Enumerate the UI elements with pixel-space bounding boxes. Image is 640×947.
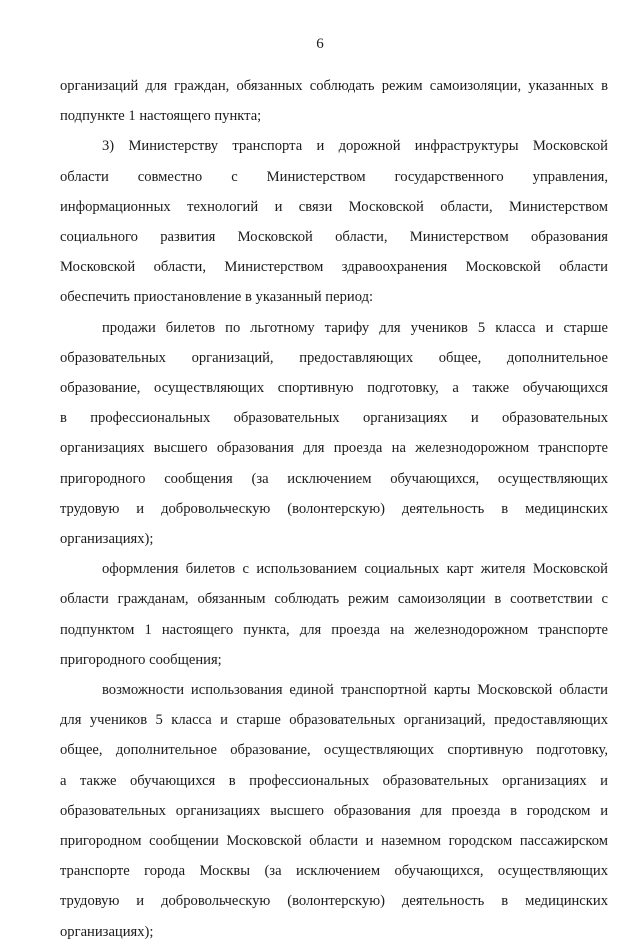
text-line: информационных технологий и связи Московской области, Министерством [60,198,608,215]
text-line: организациях высшего образования для проезда на железнодорожном транспорте [60,440,608,457]
text-line: пригородном сообщении Московской области и наземном городском пассажирском [60,833,608,850]
text-line: образовательных организациях высшего образования для проезда в городском и [60,802,608,819]
paragraph [60,131,608,312]
text-line: области совместно с Министерством государственного управления, [60,168,608,185]
text-line: 3) Министерству транспорта и дорожной инфраструктуры Московской [102,138,608,155]
page-number: 6 [316,36,324,52]
text-line: пригородного сообщения (за исключением обучающихся, осуществляющих [60,470,608,487]
paragraph [60,675,608,947]
text-line: трудовую и добровольческую (волонтерскую) деятельность в медицинских [60,893,608,910]
text-line: организациях); [60,923,154,940]
text-line: Московской области, Министерством здравоохранения Московской области [60,259,608,276]
text-line: организаций для граждан, обязанных соблюдать режим самоизоляции, указанных в [60,78,608,94]
text-line: общее, дополнительное образование, осуществляющих спортивную подготовку, [60,742,608,759]
text-line: организациях); [60,531,154,548]
text-line: возможности использования единой транспортной карты Московской области [102,682,608,699]
text-line: образовательных организаций, предоставляющих общее, дополнительное [60,349,608,366]
text-line: продажи билетов по льготному тарифу для учеников 5 класса и старше [102,319,608,336]
text-line: обеспечить приостановление в указанный период: [60,289,374,306]
text-line: оформления билетов с использованием социальных карт жителя Московской [102,561,608,578]
text-line: транспорте города Москвы (за исключением обучающихся, осуществляющих [60,863,608,880]
text-line: а также обучающихся в профессиональных образовательных организациях и [60,772,608,789]
paragraph [60,313,608,555]
text-line: образование, осуществляющих спортивную подготовку, а также обучающихся [60,380,608,397]
text-line: подпунктом 1 настоящего пункта, для проезда на железнодорожном транспорте [60,621,608,638]
paragraph [60,554,608,675]
text-line: области гражданам, обязанным соблюдать режим самоизоляции в соответствии с [60,591,608,608]
text-line: подпункте 1 настоящего пункта; [60,108,262,125]
text-line: в профессиональных образовательных организациях и образовательных [60,410,608,427]
document-body [60,71,608,947]
text-line: социального развития Московской области, Министерством образования [60,229,608,246]
text-line: трудовую и добровольческую (волонтерскую) деятельность в медицинских [60,500,608,517]
text-line: для учеников 5 класса и старше образовательных организаций, предоставляющих [60,712,608,729]
text-line: пригородного сообщения; [60,651,222,668]
paragraph [60,71,608,131]
